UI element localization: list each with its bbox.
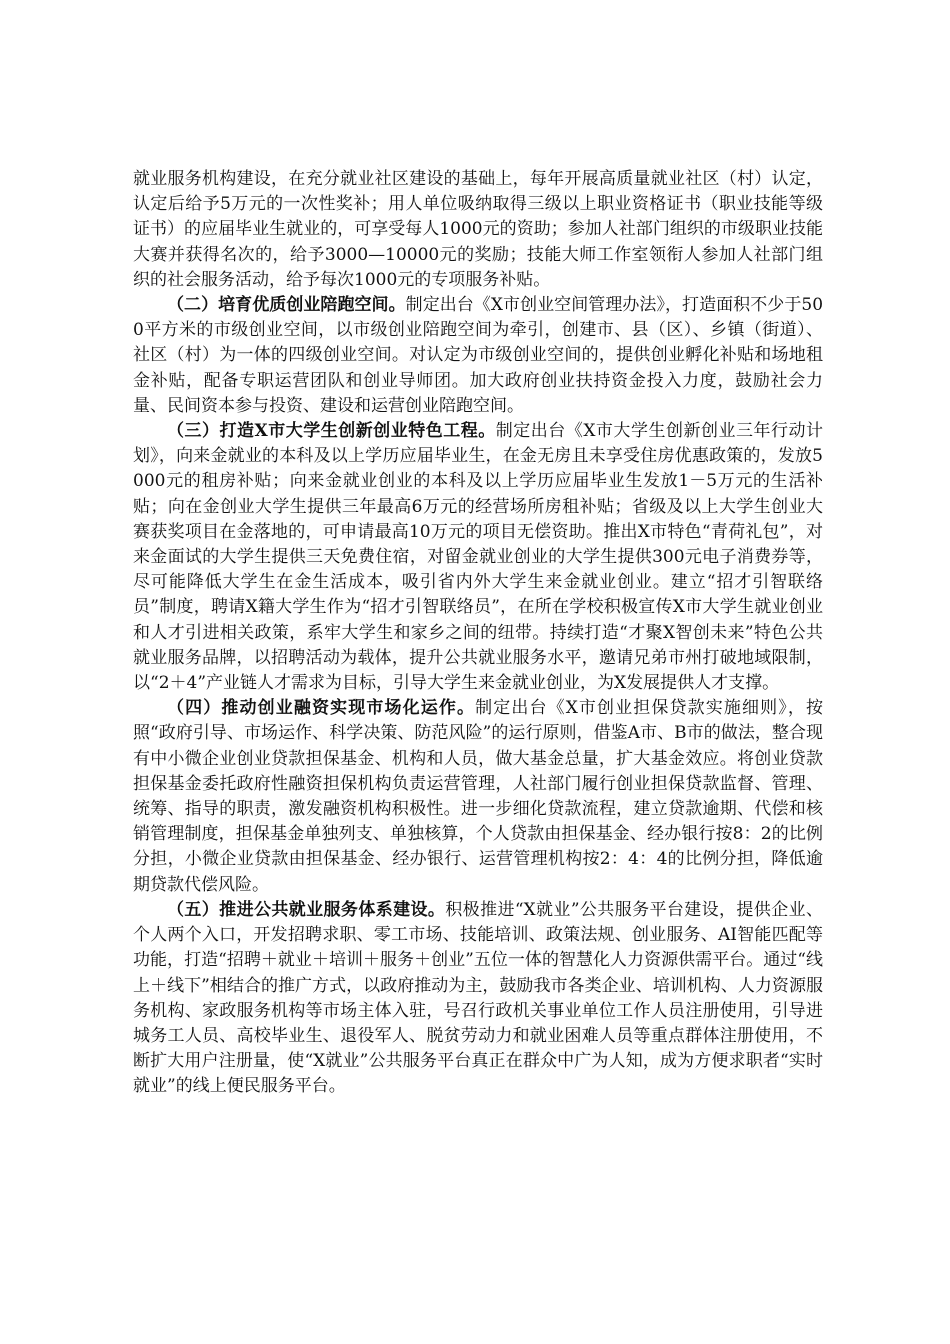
- section-heading: （五）推进公共就业服务体系建设。: [167, 899, 446, 920]
- section-heading: （二）培育优质创业陪跑空间。: [167, 295, 406, 316]
- paragraph-text: 制定出台《X市大学生创新创业三年行动计划》，向来金就业的本科及以上学历应届毕业生，在金无房且未享受住房优惠政策的，发放5000元的租房补贴；向来金就业创业的本科及以上学历应届毕业生发放1－5万元的生活补贴；向在金创业大学生提供三年最高6万元的经营场所房租补贴；省级及以上大学生创业大赛获奖项目在金落地的，可申请最高10万元的项目无偿资助。推出X市特色“青荷礼包”，对来金面试的大学生提供三天免费住宿，对留金就业创业的大学生提供300元电子消费券等，尽可能降低大学生在金生活成本，吸引省内外大学生来金就业创业。建立“招才引智联络员”制度，聘请X籍大学生作为“招才引智联络员”，在所在学校积极宣传X市大学生就业创业和人才引进相关政策，系牢大学生和家乡之间的纽带。持续打造“才聚X智创未来”特色公共就业服务品牌，以招聘活动为载体，提升公共就业服务水平，邀请兄弟市州打破地域限制，以“2＋4”产业链人才需求为目标，引导大学生来金就业创业，为X发展提供人才支撑。: [133, 421, 823, 694]
- paragraph-section-5: [133, 898, 823, 1100]
- paragraph-section-4: [133, 696, 823, 898]
- paragraph-section-3: [133, 419, 823, 696]
- paragraph-text: 积极推进“X就业”公共服务平台建设，提供企业、个人两个入口，开发招聘求职、零工市场、技能培训、政策法规、创业服务、AI智能匹配等功能，打造“招聘＋就业＋培训＋服务＋创业”五位一体的智慧化人力资源供需平台。通过“线上＋线下”相结合的推广方式，以政府推动为主，鼓励我市各类企业、培训机构、人力资源服务机构、家政服务机构等市场主体入驻，号召行政机关事业单位工作人员注册使用，引导进城务工人员、高校毕业生、退役军人、脱贫劳动力和就业困难人员等重点群体注册使用，不断扩大用户注册量，使“X就业”公共服务平台真正在群众中广为人知，成为方便求职者“实时就业”的线上便民服务平台。: [133, 899, 824, 1097]
- paragraph-text: 就业服务机构建设，在充分就业社区建设的基础上，每年开展高质量就业社区（村）认定，认定后给予5万元的一次性奖补；用人单位吸纳取得三级以上职业资格证书（职业技能等级证书）的应届毕业生就业的，可享受每人1000元的资助；参加人社部门组织的市级职业技能大赛并获得名次的，给予3000—10000元的奖励；技能大师工作室领衔人参加人社部门组织的社会服务活动，给予每次1000元的专项服务补贴。: [133, 169, 823, 290]
- paragraph-section-2: [133, 293, 823, 419]
- paragraph-text: 制定出台《X市创业担保贷款实施细则》，按照“政府引导、市场运作、科学决策、防范风险”的运行原则，借鉴A市、B市的做法，整合现有中小微企业创业贷款担保基金、机构和人员，做大基金总量，扩大基金效应。将创业贷款担保基金委托政府性融资担保机构负责运营管理，人社部门履行创业担保贷款监督、管理、统筹、指导的职责，激发融资机构积极性。进一步细化贷款流程，建立贷款逾期、代偿和核销管理制度，担保基金单独列支、单独核算，个人贷款由担保基金、经办银行按8：2的比例分担，小微企业贷款由担保基金、经办银行、运营管理机构按2：4：4的比例分担，降低逾期贷款代偿风险。: [133, 698, 823, 895]
- section-heading: （三）打造X市大学生创新创业特色工程。: [167, 421, 496, 442]
- document-body: [133, 167, 823, 1100]
- section-heading: （四）推动创业融资实现市场化运作。: [167, 698, 476, 719]
- paragraph-text: 制定出台《X市创业空间管理办法》，打造面积不少于500平方米的市级创业空间，以市级创业陪跑空间为牵引，创建市、县（区）、乡镇（街道）、社区（村）为一体的四级创业空间。对认定为市级创业空间的，提供创业孵化补贴和场地租金补贴，配备专职运营团队和创业导师团。加大政府创业扶持资金投入力度，鼓励社会力量、民间资本参与投资、建设和运营创业陪跑空间。: [133, 295, 824, 416]
- paragraph-continued: [133, 167, 823, 293]
